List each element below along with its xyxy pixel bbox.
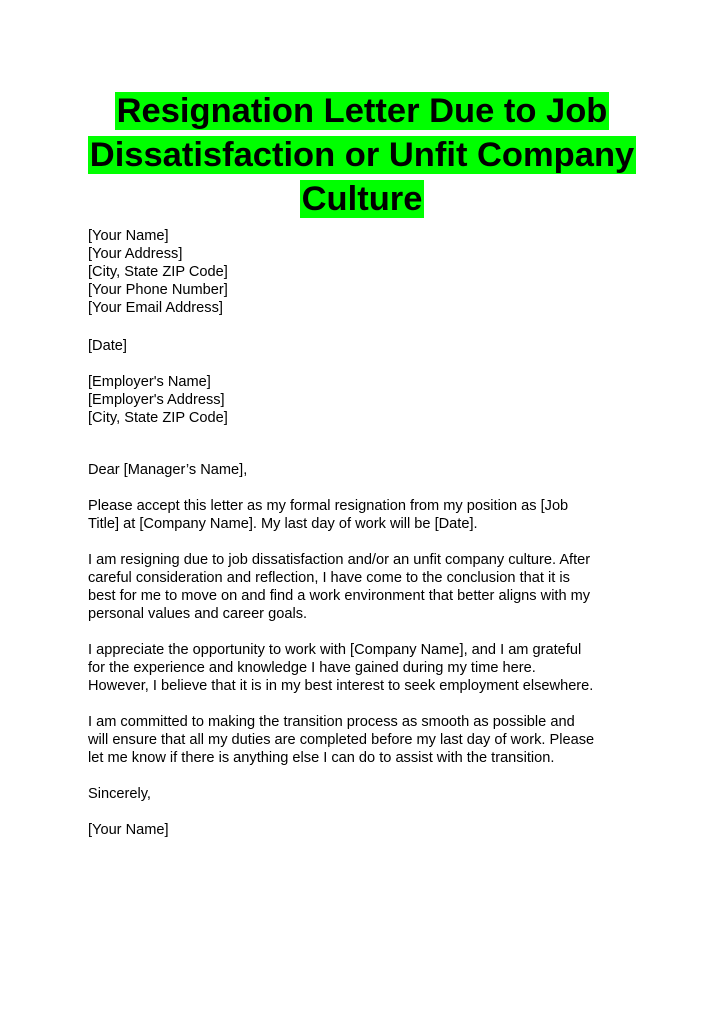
- salutation: Dear [Manager’s Name],: [88, 462, 248, 478]
- paragraph-line: However, I believe that it is in my best interest to seek employment elsewhere.: [88, 678, 594, 694]
- paragraph-line: Title] at [Company Name]. My last day of work will be [Date].: [88, 516, 478, 532]
- document-title: [40, 89, 684, 221]
- employer-name: [Employer's Name]: [88, 374, 211, 390]
- employer-address: [Employer's Address]: [88, 392, 225, 408]
- paragraph-1: [88, 497, 648, 533]
- date-block: [88, 337, 648, 355]
- sender-address: [Your Address]: [88, 246, 183, 262]
- signature-block: [88, 821, 648, 839]
- closing: Sincerely,: [88, 786, 151, 802]
- paragraph-line: for the experience and knowledge I have gained during my time here.: [88, 660, 536, 676]
- paragraph-line: I appreciate the opportunity to work with [Company Name], and I am grateful: [88, 642, 582, 658]
- paragraph-line: Please accept this letter as my formal resignation from my position as [Job: [88, 498, 569, 514]
- paragraph-line: I am committed to making the transition process as smooth as possible and: [88, 714, 575, 730]
- paragraph-4: [88, 713, 648, 767]
- paragraph-line: let me know if there is anything else I can do to assist with the transition.: [88, 750, 555, 766]
- paragraph-line: will ensure that all my duties are completed before my last day of work. Please: [88, 732, 595, 748]
- paragraph-2: [88, 551, 648, 623]
- letter-date: [Date]: [88, 338, 127, 354]
- employer-city-state-zip: [City, State ZIP Code]: [88, 410, 228, 426]
- title-highlight: Resignation Letter Due to Job Dissatisfaction or Unfit Company Culture: [89, 92, 635, 218]
- paragraph-line: I am resigning due to job dissatisfaction and/or an unfit company culture. After: [88, 552, 591, 568]
- paragraph-3: [88, 641, 648, 695]
- employer-block: [88, 373, 648, 427]
- closing-block: [88, 785, 648, 803]
- sender-name: [Your Name]: [88, 228, 169, 244]
- sender-email: [Your Email Address]: [88, 300, 223, 316]
- paragraph-line: best for me to move on and find a work environment that better aligns with my: [88, 588, 591, 604]
- paragraph-line: personal values and career goals.: [88, 606, 308, 622]
- sender-city-state-zip: [City, State ZIP Code]: [88, 264, 228, 280]
- signature-name: [Your Name]: [88, 822, 169, 838]
- sender-phone: [Your Phone Number]: [88, 282, 228, 298]
- salutation-block: [88, 461, 648, 479]
- sender-block: [88, 227, 648, 317]
- paragraph-line: careful consideration and reflection, I have come to the conclusion that it is: [88, 570, 570, 586]
